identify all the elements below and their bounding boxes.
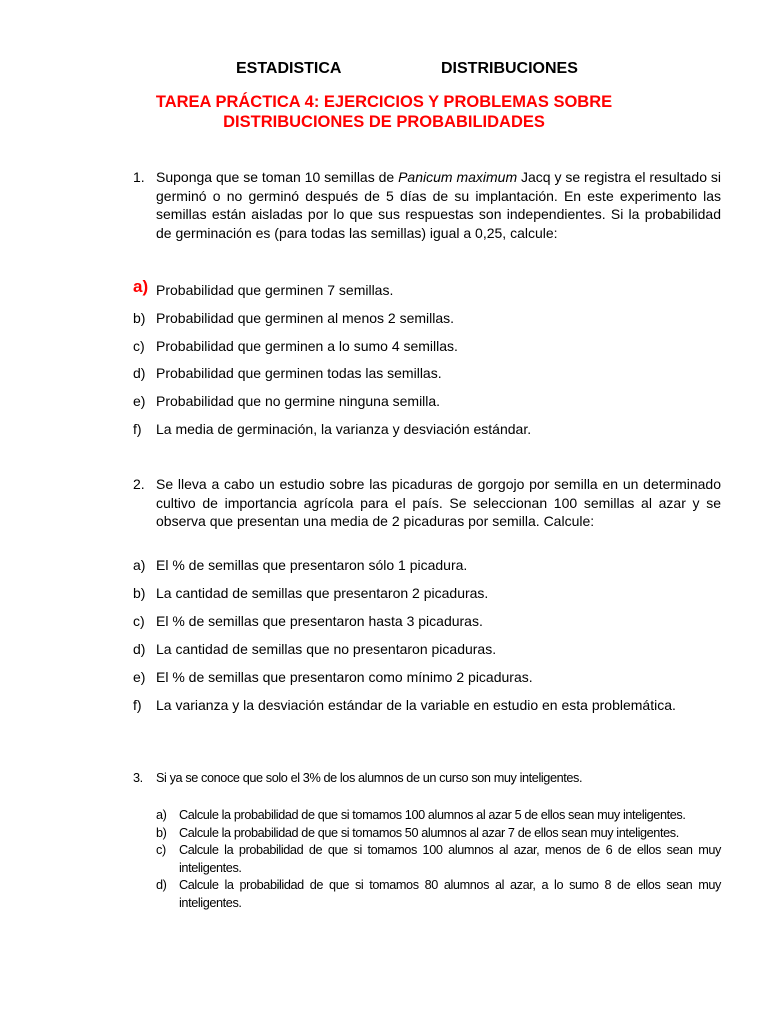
question-text: Si ya se conoce que solo el 3% de los alumnos de un curso son muy inteligentes. <box>156 771 583 785</box>
question-number: 2. <box>133 476 145 492</box>
list-item <box>133 392 721 420</box>
item-text: La cantidad de semillas que presentaron 2 picaduras. <box>156 585 489 601</box>
item-label: b) <box>133 310 146 326</box>
question-number: 3. <box>133 771 143 785</box>
item-label: e) <box>133 669 146 685</box>
list-item <box>133 612 721 640</box>
item-label: d) <box>133 641 146 657</box>
item-label: d) <box>156 878 167 892</box>
item-text: Probabilidad que germinen todas las semillas. <box>156 365 442 381</box>
list-item <box>133 556 721 584</box>
item-label: c) <box>156 843 166 857</box>
list-item <box>133 309 721 337</box>
item-text: La cantidad de semillas que no presentaron picaduras. <box>156 641 497 657</box>
item-text: La varianza y la desviación estándar de la variable en estudio en esta problemática. <box>156 697 676 713</box>
item-text: Calcule la probabilidad de que si tomamos 100 alumnos al azar, menos de 6 de ellos sean muy inteligentes. <box>179 843 721 875</box>
item-text: El % de semillas que presentaron como mínimo 2 picaduras. <box>156 669 533 685</box>
item-text: Calcule la probabilidad de que si tomamos 50 alumnos al azar 7 de ellos sean muy inteligentes. <box>179 825 679 840</box>
question-number: 1. <box>133 169 145 185</box>
question-text-part: Suponga que se toman 10 semillas de <box>156 169 399 185</box>
list-item <box>156 842 721 877</box>
item-label: b) <box>156 825 167 840</box>
item-label: d) <box>133 365 146 381</box>
item-text: Calcule la probabilidad de que si tomamos 100 alumnos al azar 5 de ellos sean muy inteligentes. <box>179 808 686 822</box>
list-item <box>133 337 721 364</box>
question-3-items <box>156 807 721 912</box>
item-label: b) <box>133 585 146 601</box>
list-item <box>156 807 721 825</box>
list-item <box>133 364 721 392</box>
item-text: Probabilidad que germinen 7 semillas. <box>156 282 394 298</box>
assignment-title <box>90 92 678 132</box>
list-item <box>133 277 721 309</box>
list-item <box>156 825 721 843</box>
question-2-items <box>133 556 721 715</box>
list-item <box>133 640 721 668</box>
item-label: c) <box>133 613 145 629</box>
title-line-1: TAREA PRÁCTICA 4: EJERCICIOS Y PROBLEMAS SOBRE <box>155 93 613 111</box>
list-item <box>133 668 721 696</box>
question-1-items <box>133 277 721 448</box>
title-line-2: DISTRIBUCIONES DE PROBABILIDADES <box>223 113 545 131</box>
list-item <box>133 420 721 448</box>
item-text: Probabilidad que no germine ninguna semilla. <box>156 393 441 409</box>
item-text: Probabilidad que germinen al menos 2 semillas. <box>156 310 455 326</box>
item-text: El % de semillas que presentaron sólo 1 picadura. <box>156 557 468 573</box>
question-1 <box>133 168 721 242</box>
document-header <box>0 60 768 82</box>
question-2 <box>133 475 721 531</box>
item-label: a) <box>133 557 146 573</box>
item-label: a) <box>156 808 167 822</box>
question-text-part: Jacq y se registra el resultado si germinó o no germinó después de 5 días de su implantación. En este experimento las semillas están aisladas por lo que sus respuestas son independientes. Si la probabilidad de germinación es (para todas las semillas) igual a 0,25, calcule: <box>156 169 721 241</box>
topic-label: DISTRIBUCIONES <box>441 60 578 77</box>
item-label: e) <box>133 393 146 409</box>
item-label: a) <box>133 277 149 296</box>
list-item <box>133 696 721 715</box>
item-text: Probabilidad que germinen a lo sumo 4 semillas. <box>156 338 458 354</box>
item-text: El % de semillas que presentaron hasta 3 picaduras. <box>156 613 483 629</box>
item-label: c) <box>133 338 145 354</box>
question-text <box>156 168 721 242</box>
item-label: f) <box>133 697 142 713</box>
item-label: f) <box>133 421 142 437</box>
species-name: Panicum maximum <box>398 169 518 185</box>
list-item <box>156 877 721 912</box>
item-text: Calcule la probabilidad de que si tomamos 80 alumnos al azar, a lo sumo 8 de ellos sean muy inteligentes. <box>179 878 721 910</box>
question-text: Se lleva a cabo un estudio sobre las picaduras de gorgojo por semilla en un determinado cultivo de importancia agrícola para el país. Se seleccionan 100 semillas al azar y se observa que presentan una media de 2 picaduras por semilla. Calcule: <box>156 476 721 529</box>
list-item <box>133 584 721 612</box>
subject-label: ESTADISTICA <box>236 60 342 77</box>
question-3 <box>133 770 721 787</box>
item-text: La media de germinación, la varianza y desviación estándar. <box>156 421 532 437</box>
